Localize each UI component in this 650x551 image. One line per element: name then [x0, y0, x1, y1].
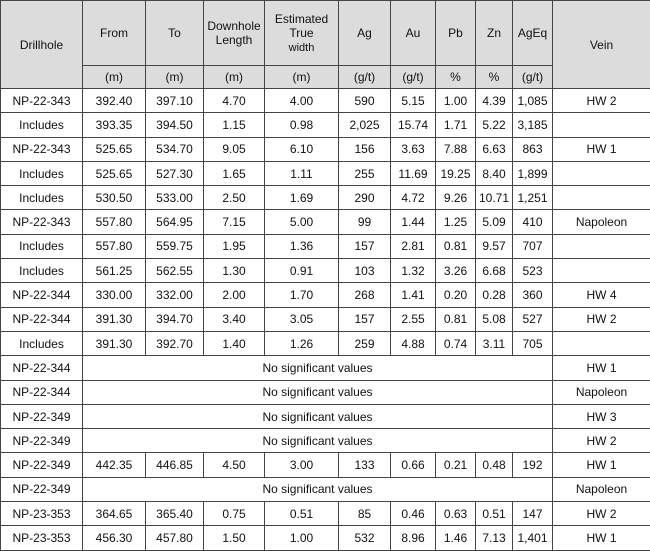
- cell-true-width: 0.91: [265, 259, 339, 283]
- cell-length: 1.95: [204, 234, 265, 258]
- cell-length: 1.50: [204, 526, 265, 550]
- cell-to: 562.55: [146, 259, 204, 283]
- cell-ag: 85: [339, 502, 391, 526]
- cell-au: 5.15: [391, 89, 436, 113]
- header-row: [1, 1, 650, 66]
- cell-from: 456.30: [83, 526, 146, 550]
- cell-ageq: 410: [513, 210, 553, 234]
- cell-au: 1.32: [391, 259, 436, 283]
- unit-pb: %: [436, 66, 476, 89]
- cell-vein: Napoleon: [553, 477, 650, 501]
- cell-zn: 6.63: [476, 137, 513, 161]
- cell-true-width: 3.05: [265, 307, 339, 331]
- cell-length: 7.15: [204, 210, 265, 234]
- cell-from: 330.00: [83, 283, 146, 307]
- cell-ag: 157: [339, 307, 391, 331]
- table-row: [1, 89, 650, 113]
- table-row-no-significant: [1, 356, 650, 380]
- cell-zn: 4.39: [476, 89, 513, 113]
- cell-zn: 9.57: [476, 234, 513, 258]
- header-drillhole: Drillhole: [1, 1, 83, 89]
- cell-au: 1.44: [391, 210, 436, 234]
- header-to: To: [146, 1, 204, 66]
- cell-vein: [553, 331, 650, 355]
- cell-vein: HW 2: [553, 89, 650, 113]
- header-downhole-length: [204, 1, 265, 66]
- table-header: [1, 1, 650, 89]
- cell-from: 525.65: [83, 161, 146, 185]
- cell-vein: [553, 186, 650, 210]
- cell-ageq: 705: [513, 331, 553, 355]
- table-row-no-significant: [1, 429, 650, 453]
- cell-vein: Napoleon: [553, 210, 650, 234]
- cell-to: 533.00: [146, 186, 204, 210]
- unit-estimated-true-width: (m): [265, 66, 339, 89]
- cell-to: 365.40: [146, 502, 204, 526]
- cell-ag: 103: [339, 259, 391, 283]
- cell-length: 2.00: [204, 283, 265, 307]
- cell-true-width: 6.10: [265, 137, 339, 161]
- cell-ageq: 1,251: [513, 186, 553, 210]
- cell-vein: HW 1: [553, 137, 650, 161]
- cell-vein: HW 3: [553, 404, 650, 428]
- cell-from: 557.80: [83, 210, 146, 234]
- header-downhole-length-line2: Length: [216, 33, 253, 47]
- cell-pb: 0.81: [436, 234, 476, 258]
- cell-au: 0.66: [391, 453, 436, 477]
- cell-pb: 19.25: [436, 161, 476, 185]
- cell-ag: 268: [339, 283, 391, 307]
- cell-vein: Napoleon: [553, 380, 650, 404]
- cell-to: 534.70: [146, 137, 204, 161]
- cell-ag: 532: [339, 526, 391, 550]
- cell-from: 393.35: [83, 113, 146, 137]
- cell-ageq: 1,899: [513, 161, 553, 185]
- cell-drillhole: NP-22-349: [1, 404, 83, 428]
- unit-ageq: (g/t): [513, 66, 553, 89]
- table-row-no-significant: [1, 477, 650, 501]
- cell-true-width: 5.00: [265, 210, 339, 234]
- cell-true-width: 1.11: [265, 161, 339, 185]
- cell-pb: 0.63: [436, 502, 476, 526]
- cell-pb: 1.25: [436, 210, 476, 234]
- header-ag: Ag: [339, 1, 391, 66]
- cell-drillhole: Includes: [1, 259, 83, 283]
- cell-drillhole: NP-22-344: [1, 380, 83, 404]
- cell-pb: 1.00: [436, 89, 476, 113]
- unit-au: (g/t): [391, 66, 436, 89]
- header-estimated-true-width: [265, 1, 339, 66]
- cell-to: 564.95: [146, 210, 204, 234]
- cell-ag: 2,025: [339, 113, 391, 137]
- cell-vein: [553, 259, 650, 283]
- cell-ageq: 1,401: [513, 526, 553, 550]
- cell-drillhole: Includes: [1, 234, 83, 258]
- cell-drillhole: Includes: [1, 331, 83, 355]
- unit-ag: (g/t): [339, 66, 391, 89]
- cell-zn: 7.13: [476, 526, 513, 550]
- cell-to: 332.00: [146, 283, 204, 307]
- cell-no-significant-values: No significant values: [83, 404, 553, 428]
- unit-downhole-length: (m): [204, 66, 265, 89]
- cell-from: 525.65: [83, 137, 146, 161]
- cell-pb: 7.88: [436, 137, 476, 161]
- cell-drillhole: NP-22-344: [1, 283, 83, 307]
- cell-pb: 1.46: [436, 526, 476, 550]
- cell-zn: 10.71: [476, 186, 513, 210]
- unit-to: (m): [146, 66, 204, 89]
- cell-drillhole: NP-22-343: [1, 89, 83, 113]
- cell-ag: 590: [339, 89, 391, 113]
- table-row: [1, 210, 650, 234]
- cell-no-significant-values: No significant values: [83, 477, 553, 501]
- cell-drillhole: NP-22-343: [1, 210, 83, 234]
- cell-zn: 5.22: [476, 113, 513, 137]
- table-row: [1, 137, 650, 161]
- cell-true-width: 1.36: [265, 234, 339, 258]
- cell-from: 561.25: [83, 259, 146, 283]
- cell-pb: 3.26: [436, 259, 476, 283]
- cell-zn: 5.08: [476, 307, 513, 331]
- cell-to: 457.80: [146, 526, 204, 550]
- cell-drillhole: NP-23-353: [1, 526, 83, 550]
- cell-from: 391.30: [83, 307, 146, 331]
- unit-zn: %: [476, 66, 513, 89]
- cell-vein: HW 2: [553, 429, 650, 453]
- cell-drillhole: NP-22-349: [1, 477, 83, 501]
- cell-from: 364.65: [83, 502, 146, 526]
- cell-from: 442.35: [83, 453, 146, 477]
- cell-to: 392.70: [146, 331, 204, 355]
- table-row: [1, 331, 650, 355]
- cell-no-significant-values: No significant values: [83, 380, 553, 404]
- cell-from: 530.50: [83, 186, 146, 210]
- cell-length: 1.65: [204, 161, 265, 185]
- cell-ag: 133: [339, 453, 391, 477]
- cell-to: 394.50: [146, 113, 204, 137]
- cell-length: 1.15: [204, 113, 265, 137]
- cell-true-width: 1.26: [265, 331, 339, 355]
- cell-ageq: 1,085: [513, 89, 553, 113]
- cell-pb: 1.71: [436, 113, 476, 137]
- cell-drillhole: NP-22-349: [1, 453, 83, 477]
- header-zn: Zn: [476, 1, 513, 66]
- cell-pb: 0.81: [436, 307, 476, 331]
- table-row: [1, 283, 650, 307]
- cell-ageq: 3,185: [513, 113, 553, 137]
- cell-zn: 8.40: [476, 161, 513, 185]
- unit-from: (m): [83, 66, 146, 89]
- cell-pb: 0.21: [436, 453, 476, 477]
- cell-au: 8.96: [391, 526, 436, 550]
- cell-vein: HW 1: [553, 526, 650, 550]
- cell-ag: 259: [339, 331, 391, 355]
- cell-true-width: 1.70: [265, 283, 339, 307]
- cell-to: 446.85: [146, 453, 204, 477]
- cell-vein: [553, 161, 650, 185]
- cell-ageq: 863: [513, 137, 553, 161]
- header-from: From: [83, 1, 146, 66]
- cell-length: 9.05: [204, 137, 265, 161]
- cell-length: 2.50: [204, 186, 265, 210]
- header-est-true-line1: Estimated: [275, 12, 328, 26]
- cell-ag: 290: [339, 186, 391, 210]
- cell-vein: HW 2: [553, 502, 650, 526]
- cell-zn: 6.68: [476, 259, 513, 283]
- table-row: [1, 234, 650, 258]
- cell-au: 2.81: [391, 234, 436, 258]
- cell-zn: 0.51: [476, 502, 513, 526]
- header-downhole-length-line1: Downhole: [207, 19, 260, 33]
- header-au: Au: [391, 1, 436, 66]
- cell-drillhole: Includes: [1, 186, 83, 210]
- cell-au: 15.74: [391, 113, 436, 137]
- cell-to: 559.75: [146, 234, 204, 258]
- cell-length: 0.75: [204, 502, 265, 526]
- table-body: [1, 89, 650, 551]
- cell-au: 3.63: [391, 137, 436, 161]
- cell-au: 2.55: [391, 307, 436, 331]
- cell-length: 3.40: [204, 307, 265, 331]
- cell-to: 394.70: [146, 307, 204, 331]
- cell-au: 4.72: [391, 186, 436, 210]
- cell-drillhole: NP-22-349: [1, 429, 83, 453]
- cell-vein: [553, 234, 650, 258]
- cell-true-width: 4.00: [265, 89, 339, 113]
- cell-true-width: 0.51: [265, 502, 339, 526]
- cell-vein: [553, 113, 650, 137]
- cell-drillhole: NP-22-344: [1, 356, 83, 380]
- cell-true-width: 1.69: [265, 186, 339, 210]
- cell-pb: 0.20: [436, 283, 476, 307]
- cell-length: 4.70: [204, 89, 265, 113]
- cell-true-width: 3.00: [265, 453, 339, 477]
- cell-from: 557.80: [83, 234, 146, 258]
- cell-no-significant-values: No significant values: [83, 429, 553, 453]
- cell-ag: 156: [339, 137, 391, 161]
- header-pb: Pb: [436, 1, 476, 66]
- cell-zn: 0.28: [476, 283, 513, 307]
- table-row-no-significant: [1, 404, 650, 428]
- cell-pb: 9.26: [436, 186, 476, 210]
- cell-no-significant-values: No significant values: [83, 356, 553, 380]
- cell-drillhole: NP-22-343: [1, 137, 83, 161]
- cell-length: 1.30: [204, 259, 265, 283]
- cell-au: 4.88: [391, 331, 436, 355]
- cell-length: 4.50: [204, 453, 265, 477]
- cell-to: 527.30: [146, 161, 204, 185]
- cell-ag: 255: [339, 161, 391, 185]
- table-row: [1, 453, 650, 477]
- cell-zn: 5.09: [476, 210, 513, 234]
- cell-drillhole: NP-23-353: [1, 502, 83, 526]
- table-row: [1, 526, 650, 550]
- header-vein: Vein: [553, 1, 650, 89]
- cell-au: 1.41: [391, 283, 436, 307]
- cell-zn: 3.11: [476, 331, 513, 355]
- table-row-no-significant: [1, 380, 650, 404]
- cell-vein: HW 2: [553, 307, 650, 331]
- cell-ag: 157: [339, 234, 391, 258]
- cell-zn: 0.48: [476, 453, 513, 477]
- cell-vein: HW 4: [553, 283, 650, 307]
- cell-drillhole: Includes: [1, 113, 83, 137]
- cell-true-width: 1.00: [265, 526, 339, 550]
- cell-true-width: 0.98: [265, 113, 339, 137]
- cell-au: 11.69: [391, 161, 436, 185]
- cell-ageq: 147: [513, 502, 553, 526]
- cell-drillhole: Includes: [1, 161, 83, 185]
- cell-ageq: 707: [513, 234, 553, 258]
- header-ageq: AgEq: [513, 1, 553, 66]
- cell-ag: 99: [339, 210, 391, 234]
- table-row: [1, 113, 650, 137]
- cell-ageq: 527: [513, 307, 553, 331]
- table-row: [1, 186, 650, 210]
- cell-from: 392.40: [83, 89, 146, 113]
- table-row: [1, 307, 650, 331]
- cell-au: 0.46: [391, 502, 436, 526]
- cell-pb: 0.74: [436, 331, 476, 355]
- cell-ageq: 523: [513, 259, 553, 283]
- cell-vein: HW 1: [553, 453, 650, 477]
- cell-length: 1.40: [204, 331, 265, 355]
- cell-from: 391.30: [83, 331, 146, 355]
- table-row: [1, 259, 650, 283]
- cell-to: 397.10: [146, 89, 204, 113]
- header-est-true-line2: True: [289, 26, 313, 40]
- cell-drillhole: NP-22-344: [1, 307, 83, 331]
- cell-vein: HW 1: [553, 356, 650, 380]
- cell-ageq: 192: [513, 453, 553, 477]
- table-row: [1, 161, 650, 185]
- header-est-true-line3: width: [289, 42, 315, 54]
- cell-ageq: 360: [513, 283, 553, 307]
